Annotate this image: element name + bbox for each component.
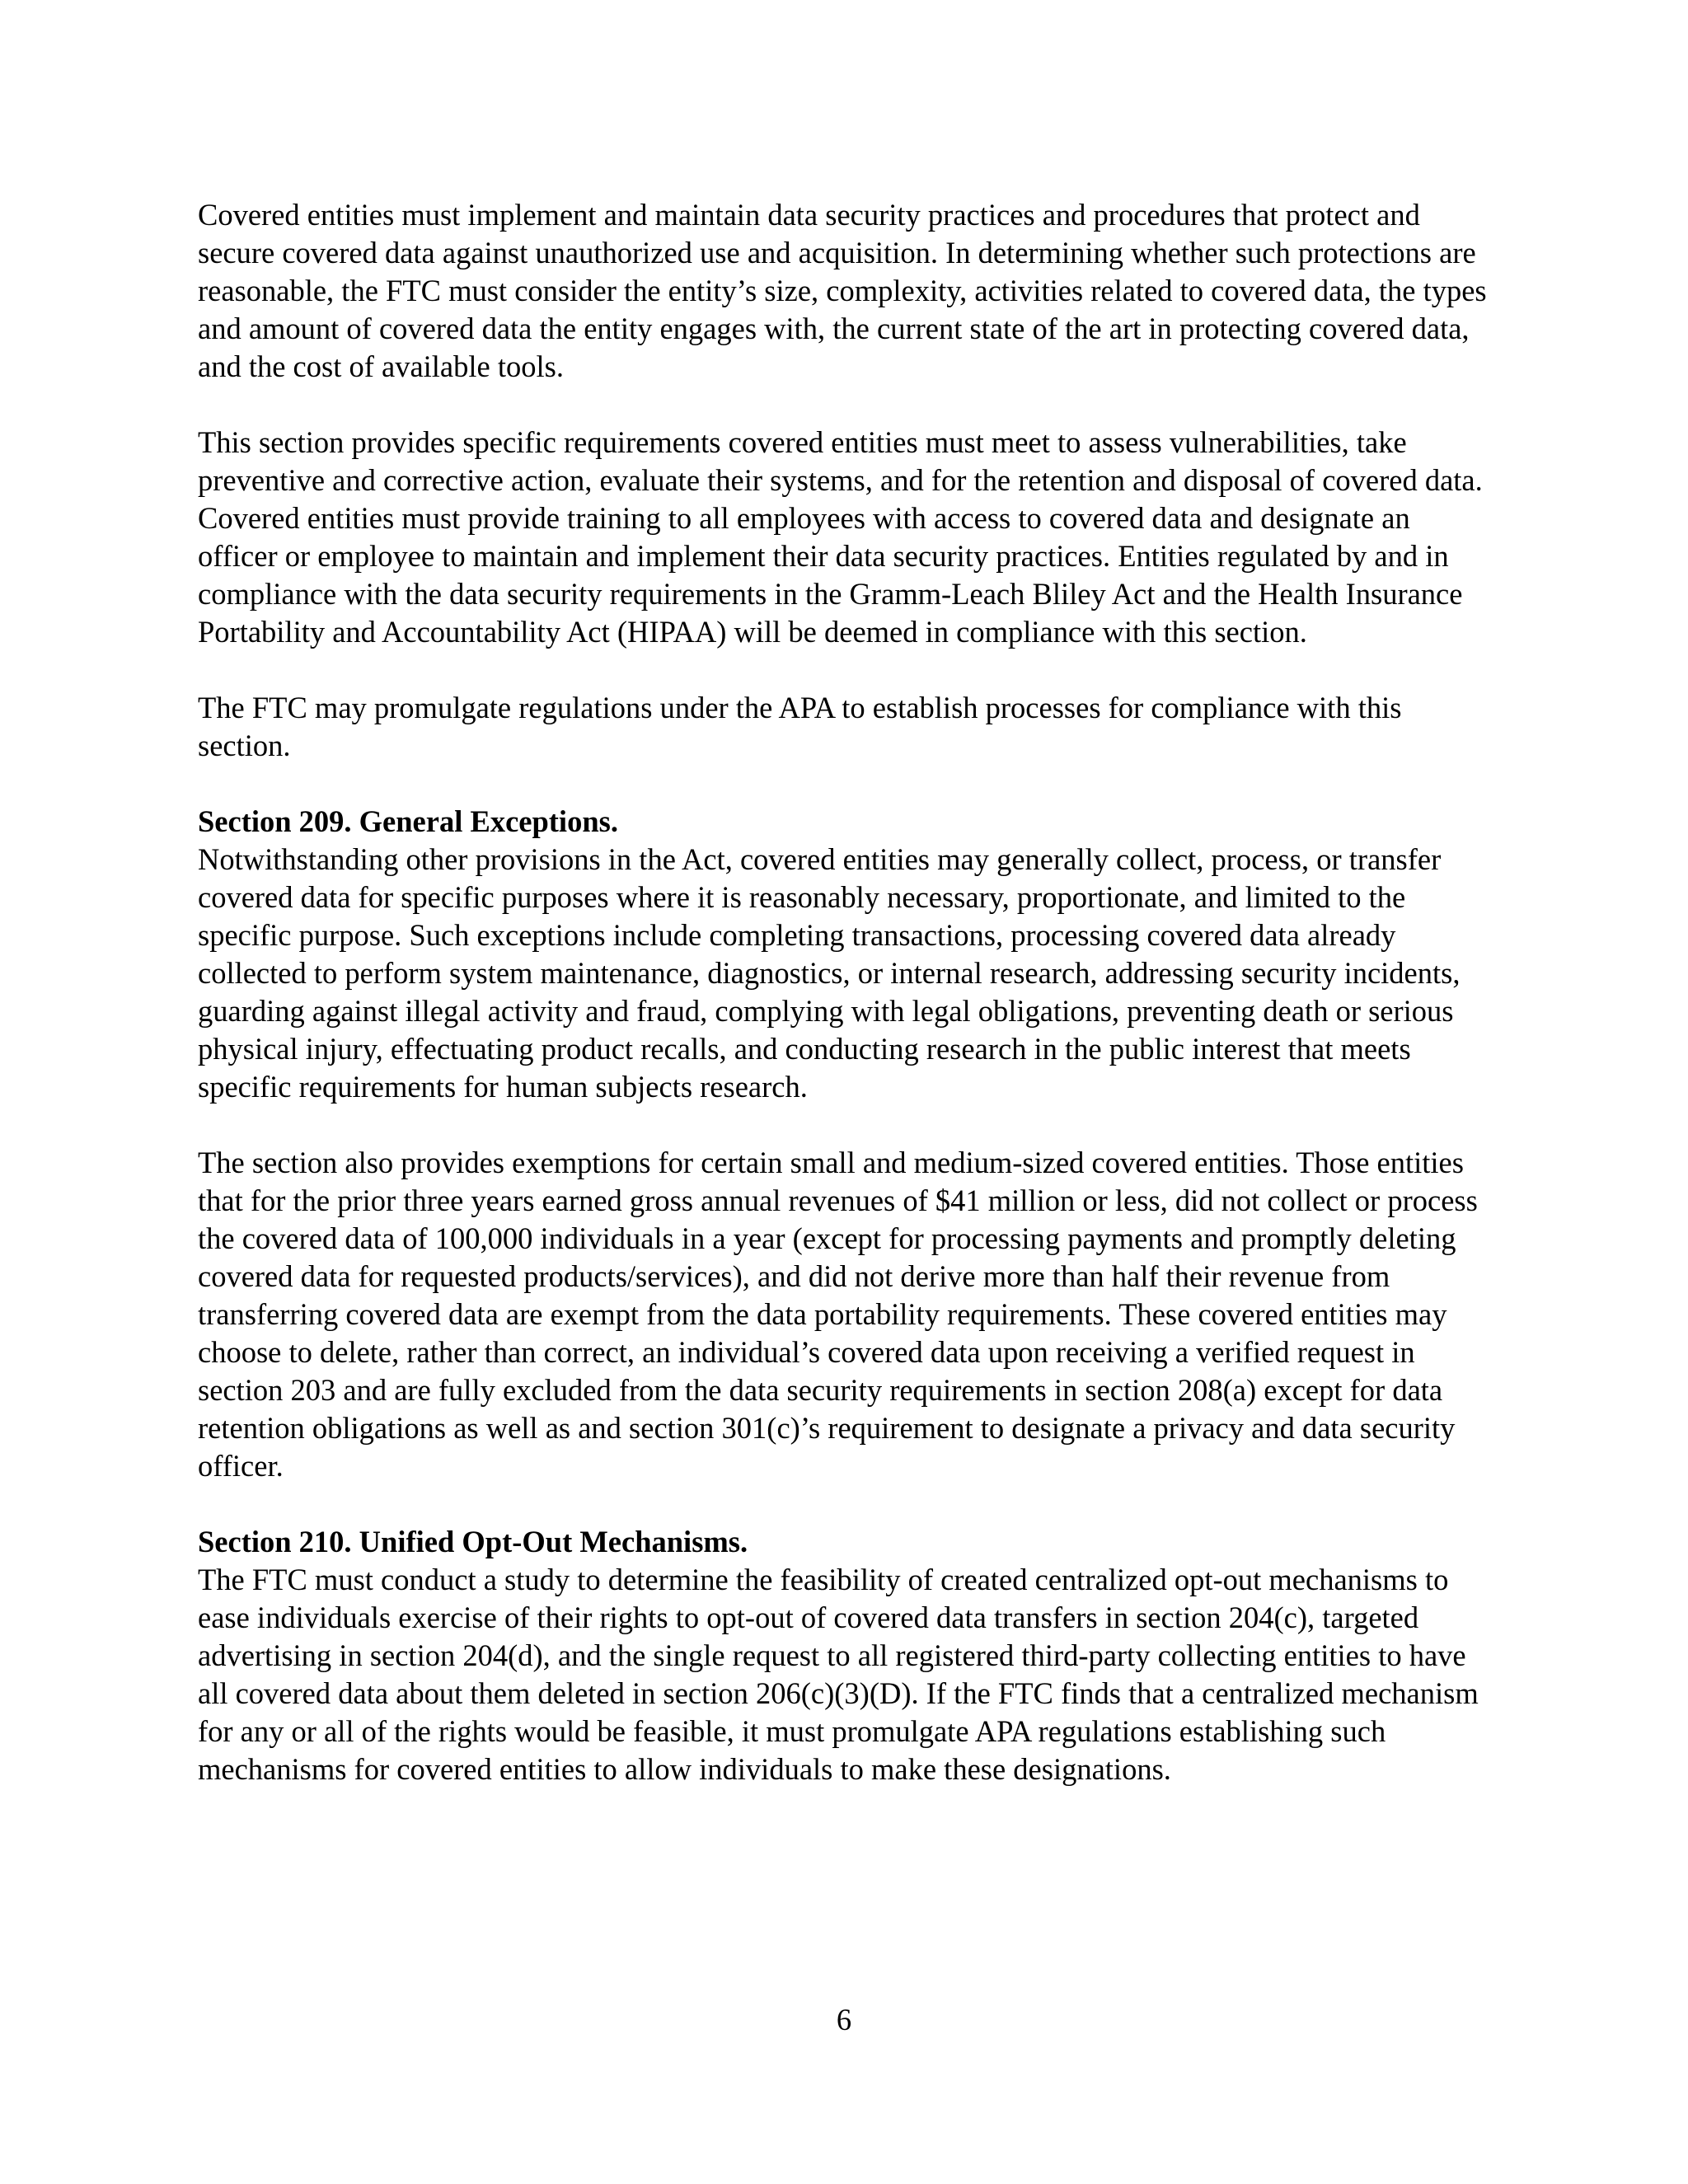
section-210-heading: Section 210. Unified Opt-Out Mechanisms. [198,1525,748,1558]
section-210 [198,1523,1495,1788]
section-210-paragraph-opt-out: The FTC must conduct a study to determine the feasibility of created centralized opt-out mechanisms to ease individuals exercise of their rights to opt-out of covered data transfers in section 204(c), targeted advertising in section 204(d), and the single request to all registered third-party collecting entities to have all covered data about them deleted in section 206(c)(3)(D). If the FTC finds that a centralized mechanism for any or all of the rights would be feasible, it must promulgate APA regulations establishing such mechanisms for covered entities to allow individuals to make these designations. [198,1563,1479,1786]
paragraph-specific-requirements: This section provides specific requirements covered entities must meet to assess vulnerabilities, take preventive and corrective action, evaluate their systems, and for the retention and disposal of covered data. Covered entities must provide training to all employees with access to covered data and designate an officer or employee to maintain and implement their data security practices. Entities regulated by and in compliance with the data security requirements in the Gramm-Leach Bliley Act and the Health Insurance Portability and Accountability Act (HIPAA) will be deemed in compliance with this section. [198,425,1483,649]
section-209-paragraph-exceptions: Notwithstanding other provisions in the Act, covered entities may generally collect, process, or transfer covered data for specific purposes where it is reasonably necessary, proportionate, and limited to the specific purpose. Such exceptions include completing transactions, processing covered data already collected to perform system maintenance, diagnostics, or internal research, addressing security incidents, guarding against illegal activity and fraud, complying with legal obligations, preventing death or serious physical injury, effectuating product recalls, and conducting research in the public interest that meets specific requirements for human subjects research. [198,842,1461,1104]
section-209 [198,803,1495,1106]
paragraph-data-security-practices: Covered entities must implement and maintain data security practices and procedures that protect and secure covered data against unauthorized use and acquisition. In determining whether such protections are reasonable, the FTC must consider the entity’s size, complexity, activities related to covered data, the types and amount of covered data the entity engages with, the current state of the art in protecting covered data, and the cost of available tools. [198,198,1487,383]
section-209-heading: Section 209. General Exceptions. [198,804,618,838]
paragraph-ftc-regulations: The FTC may promulgate regulations under the APA to establish processes for compliance with this section. [198,691,1402,762]
page-number: 6 [836,2003,852,2036]
section-209-paragraph-small-entities: The section also provides exemptions for certain small and medium-sized covered entities. Those entities that for the prior three years earned gross annual revenues of $41 million or less, did not collect or process the covered data of 100,000 individuals in a year (except for processing payments and promptly deleting covered data for requested products/services), and did not derive more than half their revenue from transferring covered data are exempt from the data portability requirements. These covered entities may choose to delete, rather than correct, an individual’s covered data upon receiving a verified request in section 203 and are fully excluded from the data security requirements in section 208(a) except for data retention obligations as well as and section 301(c)’s requirement to designate a privacy and data security officer. [198,1146,1478,1483]
document-body [198,196,1495,1826]
